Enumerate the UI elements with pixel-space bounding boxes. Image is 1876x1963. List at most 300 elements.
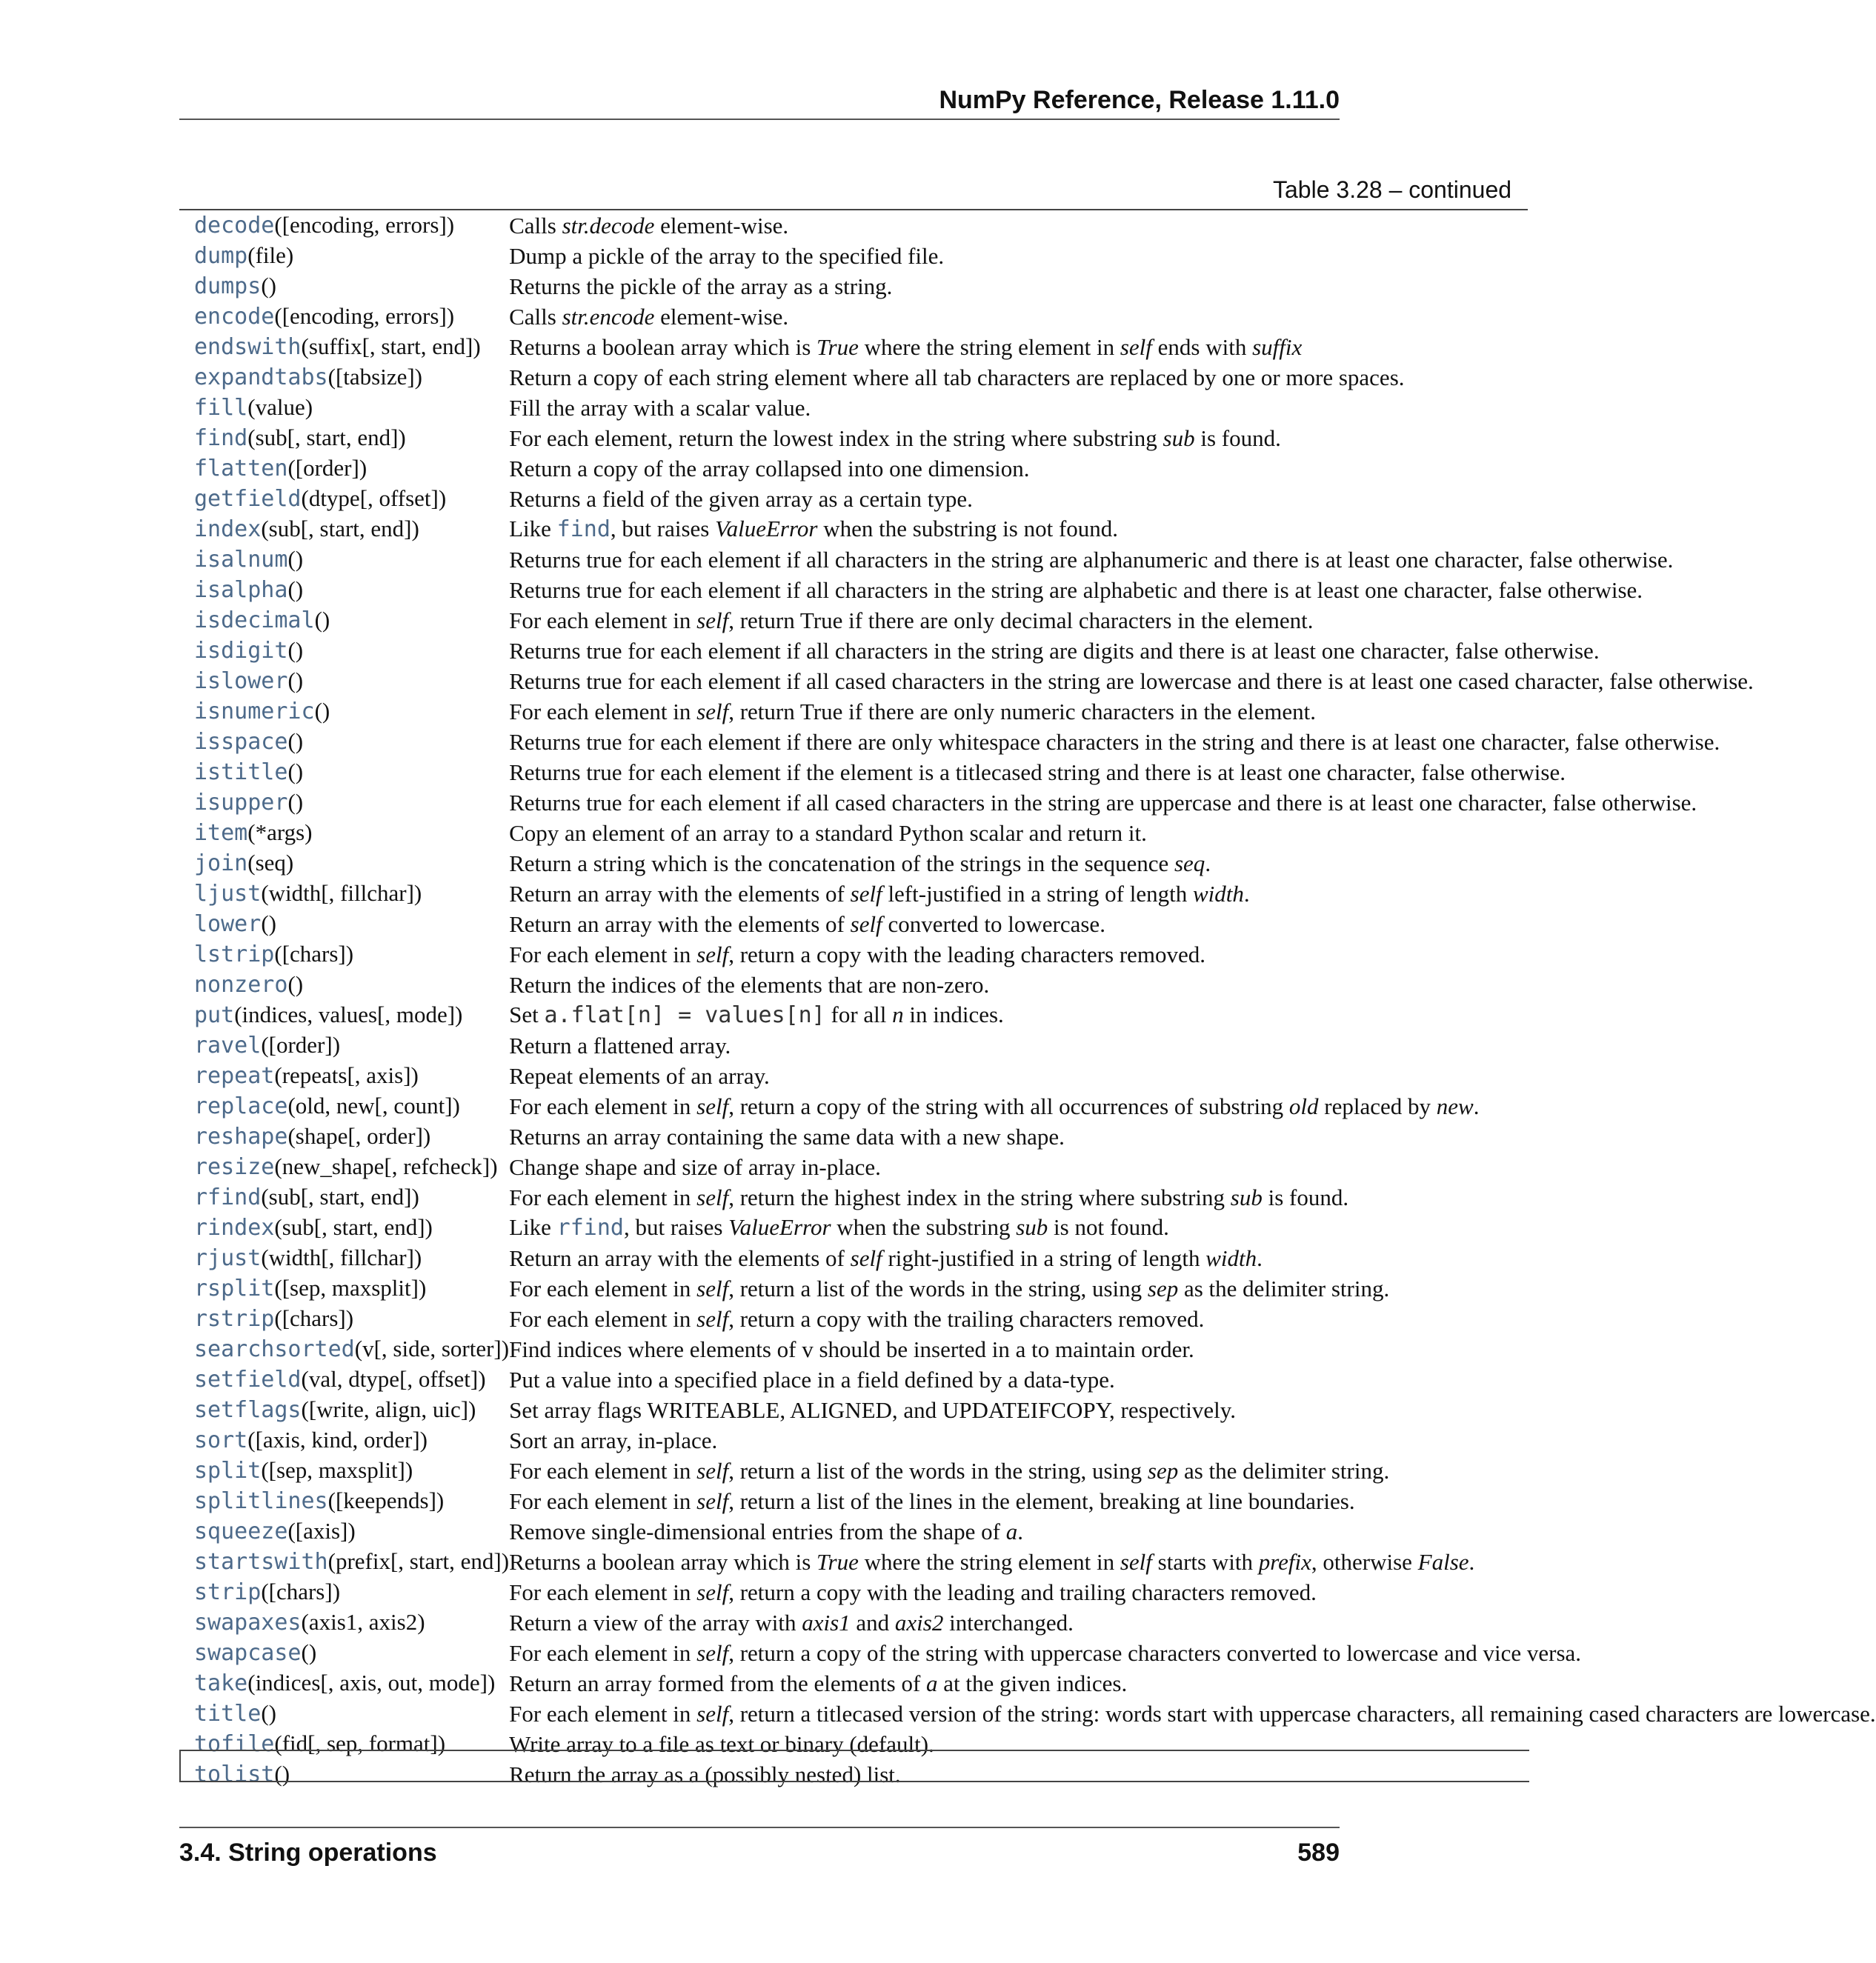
description-text: Returns the pickle of the array as a string.: [509, 273, 893, 299]
method-link[interactable]: endswith: [194, 334, 302, 360]
method-link[interactable]: reshape: [194, 1124, 288, 1150]
table-row: [179, 544, 1876, 575]
description-text: as the delimiter string.: [1178, 1275, 1390, 1302]
method-signature: [179, 362, 509, 393]
method-description: [509, 848, 1876, 879]
emphasis-text: self: [696, 1457, 729, 1484]
method-link[interactable]: dump: [194, 243, 248, 269]
table-row: [179, 514, 1876, 544]
method-description: [509, 1122, 1876, 1152]
description-text: Returns true for each element if the element is a titlecased string and there is at least one character, false otherwise.: [509, 759, 1566, 785]
method-args: ([chars]): [274, 1305, 354, 1331]
inline-code-link[interactable]: find: [556, 516, 611, 542]
table-row: [179, 666, 1876, 696]
table-row: [179, 1456, 1876, 1486]
emphasis-text: self: [696, 698, 729, 724]
method-signature: [179, 666, 509, 696]
method-args: ([encoding, errors]): [274, 303, 455, 329]
method-args: (): [287, 546, 304, 572]
method-signature: [179, 453, 509, 484]
method-link[interactable]: fill: [194, 395, 248, 421]
table-row: [179, 1304, 1876, 1334]
table-row: [179, 909, 1876, 939]
method-link[interactable]: dumps: [194, 273, 262, 299]
table-row: [179, 1182, 1876, 1213]
method-signature: [179, 1486, 509, 1516]
method-signature: [179, 575, 509, 605]
method-signature: [179, 848, 509, 879]
inline-code-link[interactable]: rfind: [556, 1215, 624, 1241]
inline-code: a.flat[n] = values[n]: [544, 1002, 825, 1028]
description-text: , but raises: [610, 516, 716, 541]
emphasis-text: self: [696, 1184, 729, 1210]
description-text: , return a list of the lines in the element, breaking at line boundaries.: [728, 1487, 1355, 1514]
description-text: where the string element in: [858, 333, 1120, 360]
method-description: [509, 1364, 1876, 1395]
method-signature: [179, 970, 509, 1000]
emphasis-text: str.encode: [562, 303, 655, 330]
method-signature: [179, 1334, 509, 1364]
method-link[interactable]: rindex: [194, 1215, 275, 1241]
method-signature: [179, 696, 509, 727]
method-args: ([write, align, uic]): [301, 1396, 476, 1422]
table-row: [179, 1425, 1876, 1456]
method-signature: [179, 210, 509, 241]
method-description: [509, 909, 1876, 939]
description-text: Return an array formed from the elements of: [509, 1670, 927, 1696]
running-title: NumPy Reference, Release 1.11.0: [939, 86, 1340, 114]
method-signature: [179, 909, 509, 939]
method-signature: [179, 605, 509, 636]
description-text: Repeat elements of an array.: [509, 1062, 770, 1089]
method-link[interactable]: index: [194, 516, 262, 542]
description-text: Return a view of the array with: [509, 1609, 802, 1636]
table-row: [179, 423, 1876, 453]
method-args: ([sep, maxsplit]): [274, 1275, 427, 1301]
description-text: For each element in: [509, 1487, 697, 1514]
description-text: For each element, return the lowest index in the string where substring: [509, 424, 1163, 451]
method-link[interactable]: rsplit: [194, 1276, 275, 1302]
method-link[interactable]: flatten: [194, 456, 288, 481]
method-signature: [179, 1091, 509, 1122]
method-signature: [179, 1122, 509, 1152]
description-text: Put a value into a specified place in a field defined by a data-type.: [509, 1366, 1115, 1393]
emphasis-text: True: [816, 333, 859, 360]
method-link[interactable]: split: [194, 1458, 262, 1484]
method-link[interactable]: swapcase: [194, 1640, 302, 1666]
method-signature: [179, 332, 509, 362]
table-row: [179, 1395, 1876, 1425]
emphasis-text: str.decode: [562, 212, 655, 239]
description-text: right-justified in a string of length: [882, 1244, 1206, 1271]
table-row: [179, 787, 1876, 818]
method-args: (prefix[, start, end]): [327, 1548, 510, 1574]
description-text: , return a list of the words in the string, using: [728, 1275, 1148, 1302]
emphasis-text: suffix: [1252, 333, 1303, 360]
method-args: ([axis, kind, order]): [247, 1427, 428, 1453]
description-text: , return a copy with the leading characters removed.: [728, 941, 1206, 967]
table-bottom-border: [179, 1750, 1529, 1782]
method-description: [509, 1061, 1876, 1091]
description-text: ends with: [1151, 333, 1253, 360]
method-link[interactable]: lower: [194, 911, 262, 937]
method-description: [509, 1000, 1876, 1030]
description-text: Fill the array with a scalar value.: [509, 394, 811, 421]
method-signature: [179, 484, 509, 514]
method-link[interactable]: decode: [194, 213, 275, 239]
description-text: is not found.: [1048, 1214, 1169, 1240]
table-row: [179, 970, 1876, 1000]
method-link[interactable]: rjust: [194, 1245, 262, 1271]
description-text: , return a copy of the string with uppercase characters converted to lowercase and vice versa.: [728, 1639, 1582, 1666]
table-row: [179, 818, 1876, 848]
method-description: [509, 1334, 1876, 1364]
method-args: (repeats[, axis]): [274, 1062, 419, 1088]
method-signature: [179, 1547, 509, 1577]
table-row: [179, 1243, 1876, 1273]
method-link[interactable]: tolist: [194, 1762, 275, 1787]
method-link[interactable]: tofile: [194, 1731, 275, 1757]
description-text: For each element in: [509, 698, 697, 724]
table-row: [179, 301, 1876, 332]
method-args: (shape[, order]): [287, 1123, 431, 1149]
method-link[interactable]: isspace: [194, 729, 288, 755]
table-row: [179, 848, 1876, 879]
emphasis-text: self: [696, 607, 729, 633]
method-link[interactable]: title: [194, 1701, 262, 1727]
description-text: For each element in: [509, 1579, 697, 1605]
emphasis-text: a: [1005, 1518, 1018, 1544]
description-text: Returns an array containing the same data with a new shape.: [509, 1123, 1065, 1150]
method-signature: [179, 1182, 509, 1213]
description-text: Like: [509, 516, 557, 541]
method-description: [509, 332, 1876, 362]
table-row: [179, 1638, 1876, 1668]
description-text: Returns true for each element if all characters in the string are digits and there is at least one character, false otherwise.: [509, 637, 1600, 664]
emphasis-text: self: [696, 1093, 729, 1119]
method-signature: [179, 1000, 509, 1030]
emphasis-text: ValueError: [715, 516, 818, 541]
description-text: left-justified in a string of length: [882, 880, 1193, 907]
emphasis-text: self: [696, 941, 729, 967]
method-description: [509, 879, 1876, 909]
table-row: [179, 605, 1876, 636]
method-description: [509, 301, 1876, 332]
method-description: [509, 1668, 1876, 1699]
method-args: (): [274, 1761, 290, 1787]
description-text: Change shape and size of array in-place.: [509, 1153, 881, 1180]
method-description: [509, 1638, 1876, 1668]
emphasis-text: self: [696, 1579, 729, 1605]
description-text: replaced by: [1318, 1093, 1437, 1119]
description-text: Return an array with the elements of: [509, 880, 851, 907]
description-text: , return True if there are only decimal characters in the element.: [728, 607, 1314, 633]
method-signature: [179, 1577, 509, 1607]
emphasis-text: sub: [1230, 1184, 1263, 1210]
emphasis-text: True: [816, 1548, 859, 1575]
method-link[interactable]: join: [194, 850, 248, 876]
description-text: Returns true for each element if all characters in the string are alphanumeric and there is at least one character, false otherwise.: [509, 546, 1674, 573]
description-text: Returns true for each element if all cased characters in the string are lowercase and there is at least one cased character, false otherwise.: [509, 667, 1754, 694]
method-link[interactable]: strip: [194, 1579, 262, 1605]
method-description: [509, 1547, 1876, 1577]
description-text: Set array flags WRITEABLE, ALIGNED, and UPDATEIFCOPY, respectively.: [509, 1396, 1237, 1423]
emphasis-text: sep: [1147, 1457, 1179, 1484]
method-link[interactable]: replace: [194, 1093, 288, 1119]
table-row: [179, 210, 1876, 241]
description-text: .: [1468, 1548, 1475, 1575]
method-args: (indices[, axis, out, mode]): [247, 1670, 496, 1696]
method-args: (sub[, start, end]): [247, 424, 406, 450]
description-text: .: [1205, 850, 1211, 876]
method-description: [509, 939, 1876, 970]
method-signature: [179, 1395, 509, 1425]
method-signature: [179, 939, 509, 970]
method-table: [179, 209, 1876, 1787]
description-text: Dump a pickle of the array to the specified file.: [509, 242, 945, 269]
description-text: Returns true for each element if there are only whitespace characters in the string and there is at least one character, false otherwise.: [509, 728, 1720, 755]
method-link[interactable]: isalpha: [194, 577, 288, 603]
emphasis-text: sep: [1147, 1275, 1179, 1302]
method-signature: [179, 423, 509, 453]
method-args: ([encoding, errors]): [274, 212, 455, 238]
description-text: For each element in: [509, 941, 697, 967]
method-link[interactable]: rstrip: [194, 1306, 275, 1332]
description-text: .: [1473, 1093, 1480, 1119]
method-link[interactable]: getfield: [194, 486, 302, 512]
description-text: Return a flattened array.: [509, 1032, 731, 1059]
method-link[interactable]: encode: [194, 304, 275, 330]
method-description: [509, 1425, 1876, 1456]
emphasis-text: axis2: [894, 1609, 944, 1636]
description-text: as the delimiter string.: [1178, 1457, 1390, 1484]
description-text: For each element in: [509, 1639, 697, 1666]
method-link[interactable]: splitlines: [194, 1488, 328, 1514]
method-signature: [179, 757, 509, 787]
method-signature: [179, 301, 509, 332]
method-args: (width[, fillchar]): [261, 880, 422, 906]
method-link[interactable]: searchsorted: [194, 1336, 355, 1362]
table-row: [179, 1000, 1876, 1030]
method-signature: [179, 544, 509, 575]
method-args: (file): [247, 242, 294, 268]
table-row: [179, 1091, 1876, 1122]
description-text: For each element in: [509, 1305, 697, 1332]
method-description: [509, 787, 1876, 818]
description-text: , but raises: [623, 1214, 729, 1240]
table-row: [179, 393, 1876, 423]
description-text: Return a copy of each string element where all tab characters are replaced by one or more spaces.: [509, 364, 1405, 390]
method-args: (fid[, sep, format]): [274, 1730, 446, 1756]
description-text: converted to lowercase.: [882, 910, 1105, 937]
method-link[interactable]: ljust: [194, 881, 262, 907]
description-text: Return an array with the elements of: [509, 910, 851, 937]
method-args: (): [314, 607, 330, 633]
method-description: [509, 423, 1876, 453]
method-args: (sub[, start, end]): [261, 1184, 419, 1210]
table-row: [179, 1516, 1876, 1547]
table-row: [179, 1364, 1876, 1395]
method-link[interactable]: swapaxes: [194, 1610, 302, 1636]
method-signature: [179, 1273, 509, 1304]
method-args: (dtype[, offset]): [301, 485, 447, 511]
method-link[interactable]: isdecimal: [194, 607, 315, 633]
emphasis-text: seq: [1174, 850, 1205, 876]
table-row: [179, 879, 1876, 909]
table-row: [179, 453, 1876, 484]
table-row: [179, 696, 1876, 727]
method-signature: [179, 241, 509, 271]
method-link[interactable]: item: [194, 820, 248, 846]
method-args: ([chars]): [274, 941, 354, 967]
method-link[interactable]: take: [194, 1670, 248, 1696]
method-description: [509, 757, 1876, 787]
emphasis-text: self: [696, 1487, 729, 1514]
method-description: [509, 484, 1876, 514]
description-text: .: [1243, 880, 1250, 907]
method-signature: [179, 1425, 509, 1456]
method-link[interactable]: setflags: [194, 1397, 302, 1423]
description-text: Remove single-dimensional entries from the shape of: [509, 1518, 1006, 1544]
description-text: Calls: [509, 303, 562, 330]
method-args: ([order]): [261, 1032, 341, 1058]
table-row: [179, 1668, 1876, 1699]
method-description: [509, 1243, 1876, 1273]
method-link[interactable]: isalnum: [194, 547, 288, 573]
method-description: [509, 1030, 1876, 1061]
method-args: ([sep, maxsplit]): [261, 1457, 413, 1483]
table-row: [179, 484, 1876, 514]
description-text: , return a copy with the leading and trailing characters removed.: [728, 1579, 1317, 1605]
description-text: when the substring: [831, 1214, 1017, 1240]
method-signature: [179, 879, 509, 909]
method-link[interactable]: find: [194, 425, 248, 451]
table-row: [179, 1122, 1876, 1152]
method-link[interactable]: ravel: [194, 1033, 262, 1059]
method-description: [509, 666, 1876, 696]
method-args: ([tabsize]): [327, 364, 422, 390]
description-text: , otherwise: [1311, 1548, 1418, 1575]
description-text: Returns true for each element if all cased characters in the string are uppercase and there is at least one character, false otherwise.: [509, 789, 1697, 816]
method-link[interactable]: istitle: [194, 759, 288, 785]
description-text: where the string element in: [858, 1548, 1120, 1575]
emphasis-text: ValueError: [728, 1214, 831, 1240]
method-args: (): [287, 789, 304, 815]
description-text: For each element in: [509, 1457, 697, 1484]
table-row: [179, 1577, 1876, 1607]
method-args: (indices, values[, mode]): [234, 1002, 463, 1027]
method-link[interactable]: islower: [194, 668, 288, 694]
method-link[interactable]: isdigit: [194, 638, 288, 664]
method-link[interactable]: expandtabs: [194, 364, 328, 390]
method-description: [509, 1486, 1876, 1516]
method-link[interactable]: setfield: [194, 1367, 302, 1393]
method-args: (*args): [247, 819, 313, 845]
method-link[interactable]: startswith: [194, 1549, 328, 1575]
method-args: (): [287, 667, 304, 693]
method-signature: [179, 1061, 509, 1091]
description-text: interchanged.: [943, 1609, 1074, 1636]
page-footer: [179, 1827, 1340, 1873]
method-link[interactable]: squeeze: [194, 1519, 288, 1544]
method-description: [509, 393, 1876, 423]
method-description: [509, 241, 1876, 271]
method-description: [509, 362, 1876, 393]
table-row: [179, 1699, 1876, 1729]
method-link[interactable]: sort: [194, 1427, 248, 1453]
method-args: (value): [247, 394, 313, 420]
page-header: [179, 83, 1340, 120]
method-description: [509, 575, 1876, 605]
description-text: .: [1257, 1244, 1263, 1271]
method-description: [509, 1091, 1876, 1122]
table-row: [179, 757, 1876, 787]
description-text: Return a string which is the concatenation of the strings in the sequence: [509, 850, 1174, 876]
method-link[interactable]: repeat: [194, 1063, 275, 1089]
method-link[interactable]: rfind: [194, 1184, 262, 1210]
method-signature: [179, 1030, 509, 1061]
description-text: For each element in: [509, 1184, 697, 1210]
method-signature: [179, 514, 509, 544]
method-link[interactable]: put: [194, 1002, 235, 1028]
description-text: , return a list of the words in the string, using: [728, 1457, 1148, 1484]
method-description: [509, 210, 1876, 241]
table-row: [179, 1061, 1876, 1091]
description-text: starts with: [1151, 1548, 1259, 1575]
description-text: Write array to a file as text or binary (default).: [509, 1730, 934, 1757]
method-args: (): [287, 971, 304, 997]
table-row: [179, 727, 1876, 757]
emphasis-text: new: [1436, 1093, 1474, 1119]
description-text: For each element in: [509, 607, 697, 633]
emphasis-text: self: [696, 1700, 729, 1727]
description-text: , return a titlecased version of the string: words start with uppercase characters, all remaining cased characters are lowercase.: [728, 1700, 1876, 1727]
description-text: , return the highest index in the string where substring: [728, 1184, 1231, 1210]
method-args: (sub[, start, end]): [261, 516, 419, 541]
method-description: [509, 1273, 1876, 1304]
method-description: [509, 1577, 1876, 1607]
method-description: [509, 696, 1876, 727]
emphasis-text: self: [850, 880, 882, 907]
method-description: [509, 727, 1876, 757]
description-text: Return the indices of the elements that are non-zero.: [509, 971, 990, 998]
method-signature: [179, 1243, 509, 1273]
table-row: [179, 1547, 1876, 1577]
method-description: [509, 605, 1876, 636]
method-args: (): [261, 1700, 276, 1726]
method-args: ([keepends]): [327, 1487, 445, 1513]
description-text: Copy an element of an array to a standard Python scalar and return it.: [509, 819, 1147, 846]
method-args: (val, dtype[, offset]): [301, 1366, 486, 1392]
method-link[interactable]: resize: [194, 1154, 275, 1180]
method-signature: [179, 818, 509, 848]
emphasis-text: sub: [1016, 1214, 1048, 1240]
method-args: (axis1, axis2): [301, 1609, 425, 1635]
method-link[interactable]: isnumeric: [194, 699, 315, 724]
method-args: (): [287, 576, 304, 602]
emphasis-text: self: [850, 910, 882, 937]
method-description: [509, 970, 1876, 1000]
method-link[interactable]: nonzero: [194, 972, 288, 998]
method-link[interactable]: lstrip: [194, 941, 275, 967]
emphasis-text: self: [1120, 333, 1152, 360]
method-link[interactable]: isupper: [194, 790, 288, 816]
method-args: (): [287, 759, 304, 784]
description-text: Sort an array, in-place.: [509, 1427, 718, 1453]
description-text: For each element in: [509, 1700, 697, 1727]
method-args: (): [261, 273, 276, 299]
emphasis-text: a: [926, 1670, 938, 1696]
